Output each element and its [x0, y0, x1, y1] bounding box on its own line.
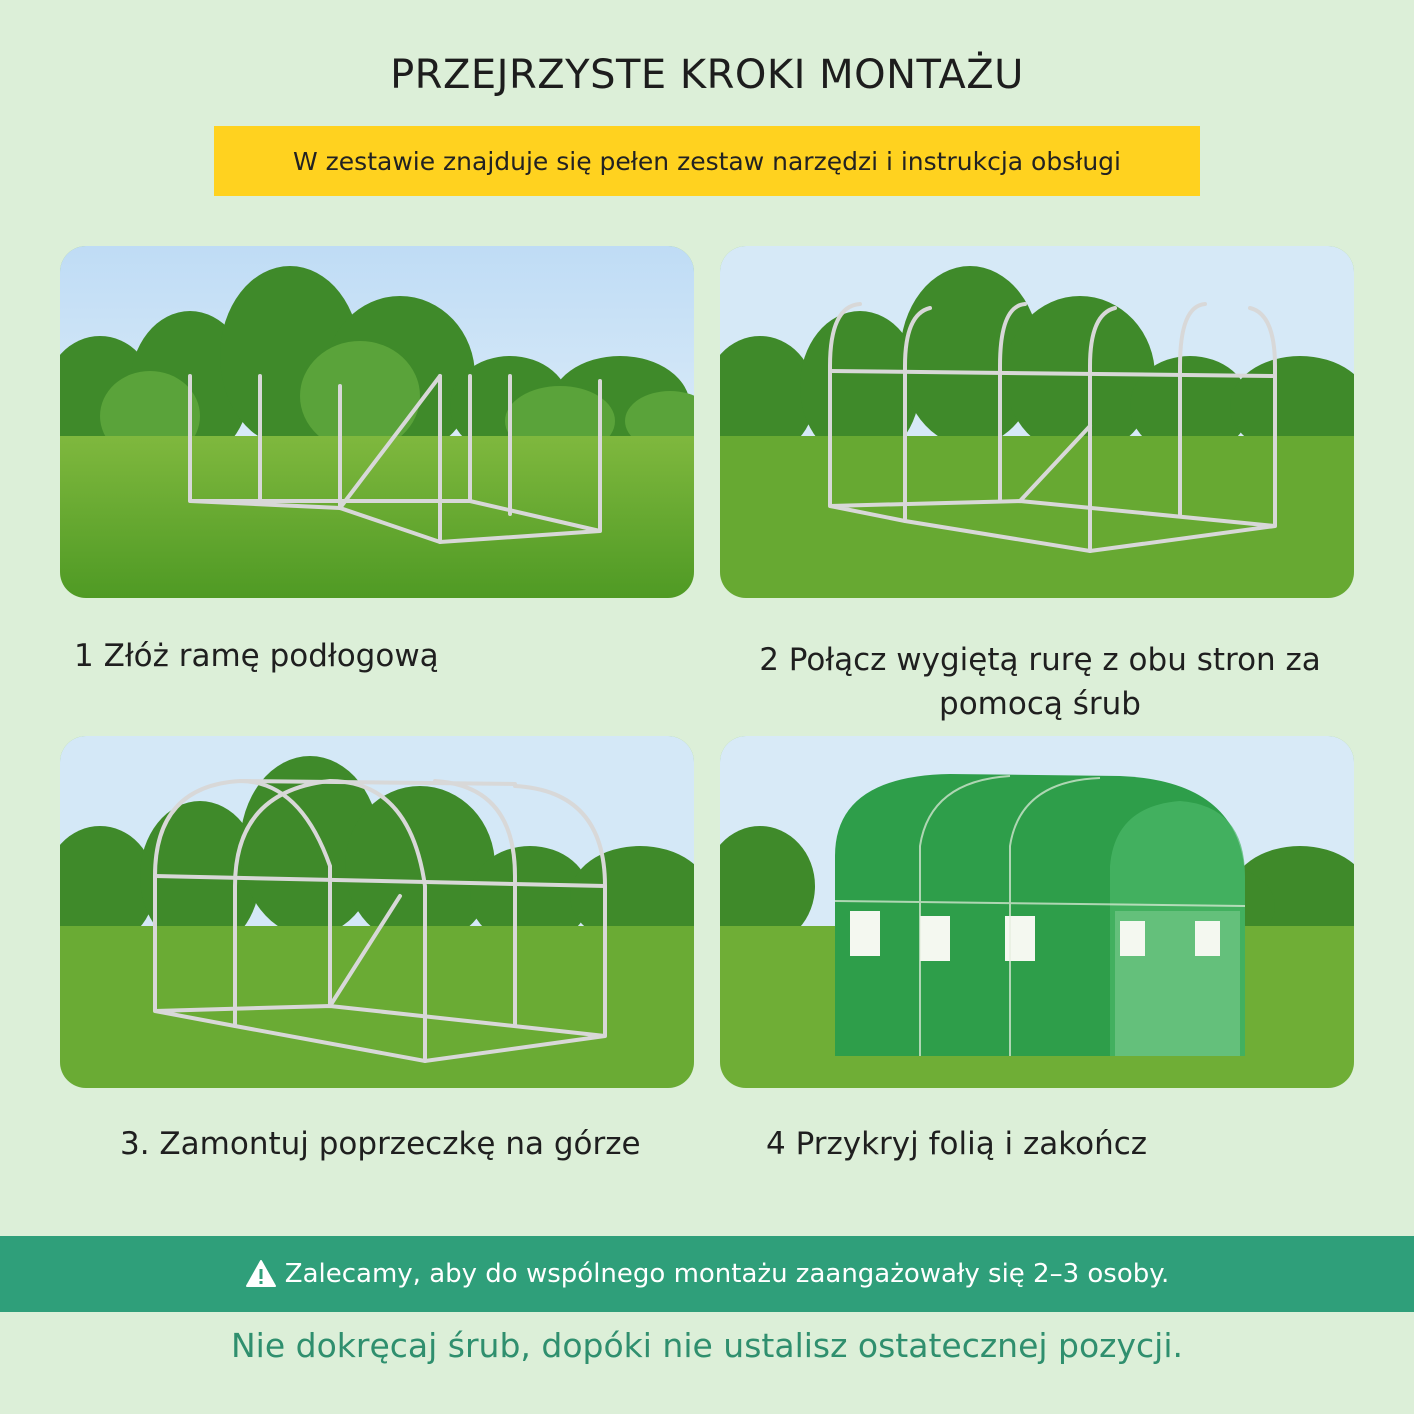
step-4-image: [720, 736, 1354, 1088]
step-4-caption: 4 Przykryj folią i zakończ: [766, 1126, 1148, 1162]
step-3-image: [60, 736, 694, 1088]
tools-included-banner: W zestawie znajduje się pełen zestaw narzędzi i instrukcja obsługi: [214, 126, 1200, 196]
screw-tip-text: Nie dokręcaj śrub, dopóki nie ustalisz ostatecznej pozycji.: [230, 1326, 1183, 1365]
page-title: PRZEJRZYSTE KROKI MONTAŻU: [390, 52, 1024, 98]
step-2-caption: 2 Połącz wygiętą rurę z obu stron za pomocą śrub: [759, 642, 1321, 722]
people-recommendation-bar: [0, 1236, 1414, 1312]
step-2-image: [720, 246, 1354, 598]
warning-text: Zalecamy, aby do wspólnego montażu zaangażowały się 2–3 osoby.: [284, 1259, 1170, 1289]
step-3-caption: 3. Zamontuj poprzeczkę na górze: [120, 1126, 641, 1162]
warning-icon: [245, 1258, 277, 1290]
step-1-image: [60, 246, 694, 598]
step-1-caption: 1 Złóż ramę podłogową: [74, 638, 439, 674]
